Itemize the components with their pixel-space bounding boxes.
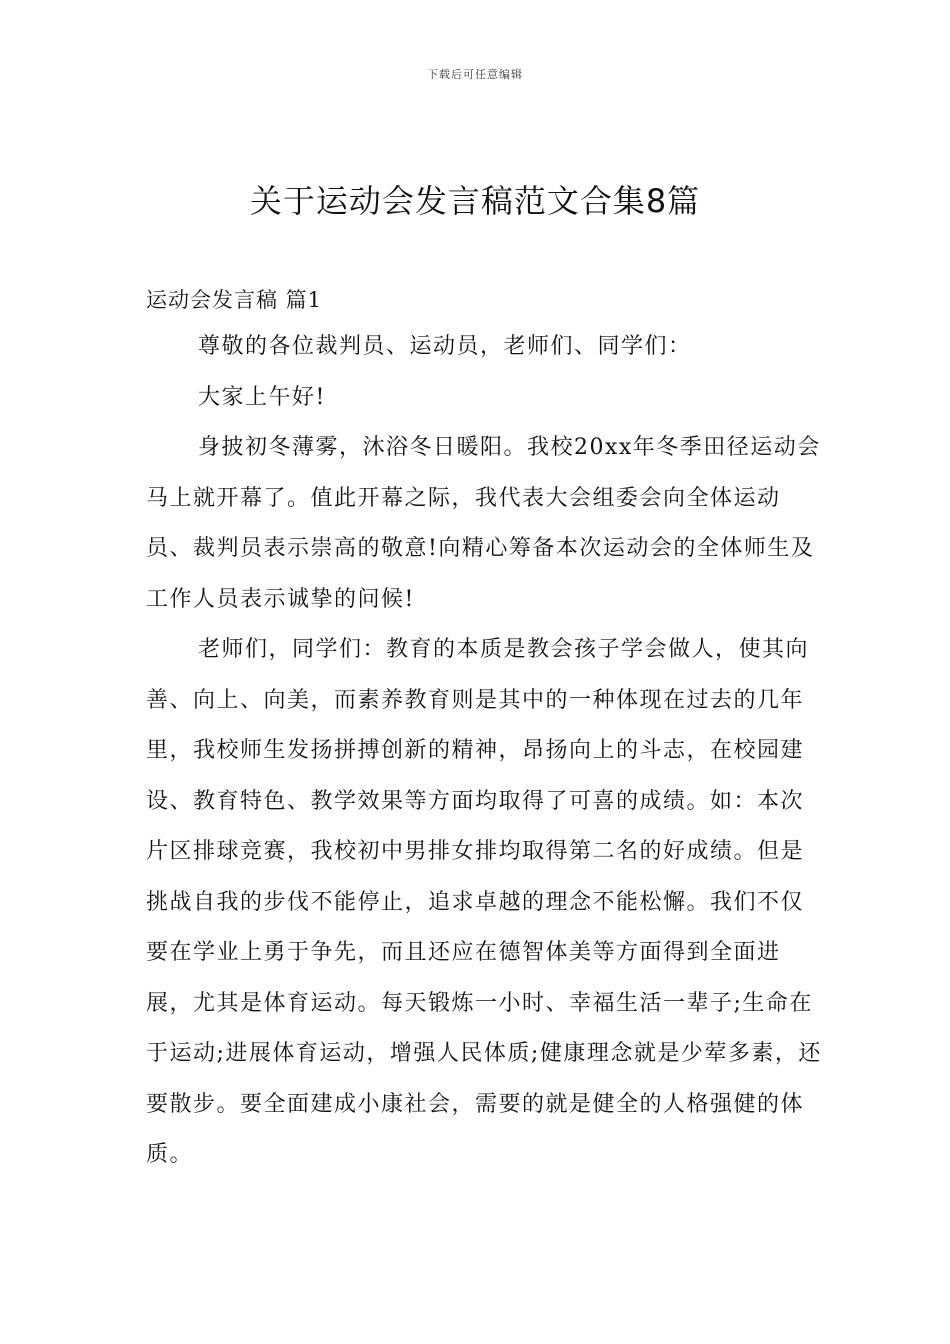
- section-heading: 运动会发言稿 篇1: [146, 288, 323, 312]
- greeting-paragraph: 大家上午好!: [198, 384, 326, 410]
- header-note: 下载后可任意编辑: [427, 68, 523, 81]
- document-title: 关于运动会发言稿范文合集8篇: [249, 182, 701, 220]
- salutation-paragraph: 尊敬的各位裁判员、运动员，老师们、同学们：: [198, 334, 692, 359]
- opening-paragraph: 身披初冬薄雾，沐浴冬日暖阳。我校20xx年冬季田径运动会马上就开幕了。值此开幕之际，我代表大会组委会向全体运动员、裁判员表示崇高的敬意!向精心筹备本次运动会的全体师生及工作人员表示诚挚的问候!: [146, 435, 821, 612]
- body-paragraph: 老师们，同学们：教育的本质是教会孩子学会做人，使其向善、向上、向美，而素养教育则是其中的一种体现在过去的几年里，我校师生发扬拼搏创新的精神，昂扬向上的斗志，在校园建设、教育特色、教学效果等方面均取得了可喜的成绩。如：本次片区排球竞赛，我校初中男排女排均取得第二名的好成绩。但是挑战自我的步伐不能停止，追求卓越的理念不能松懈。我们不仅要在学业上勇于争先，而且还应在德智体美等方面得到全面进展，尤其是体育运动。每天锻炼一小时、幸福生活一辈子;生命在于运动;进展体育运动，增强人民体质;健康理念就是少荤多素，还要散步。要全面建成小康社会，需要的就是健全的人格强健的体质。: [146, 637, 822, 1167]
- document-body: [146, 322, 826, 1181]
